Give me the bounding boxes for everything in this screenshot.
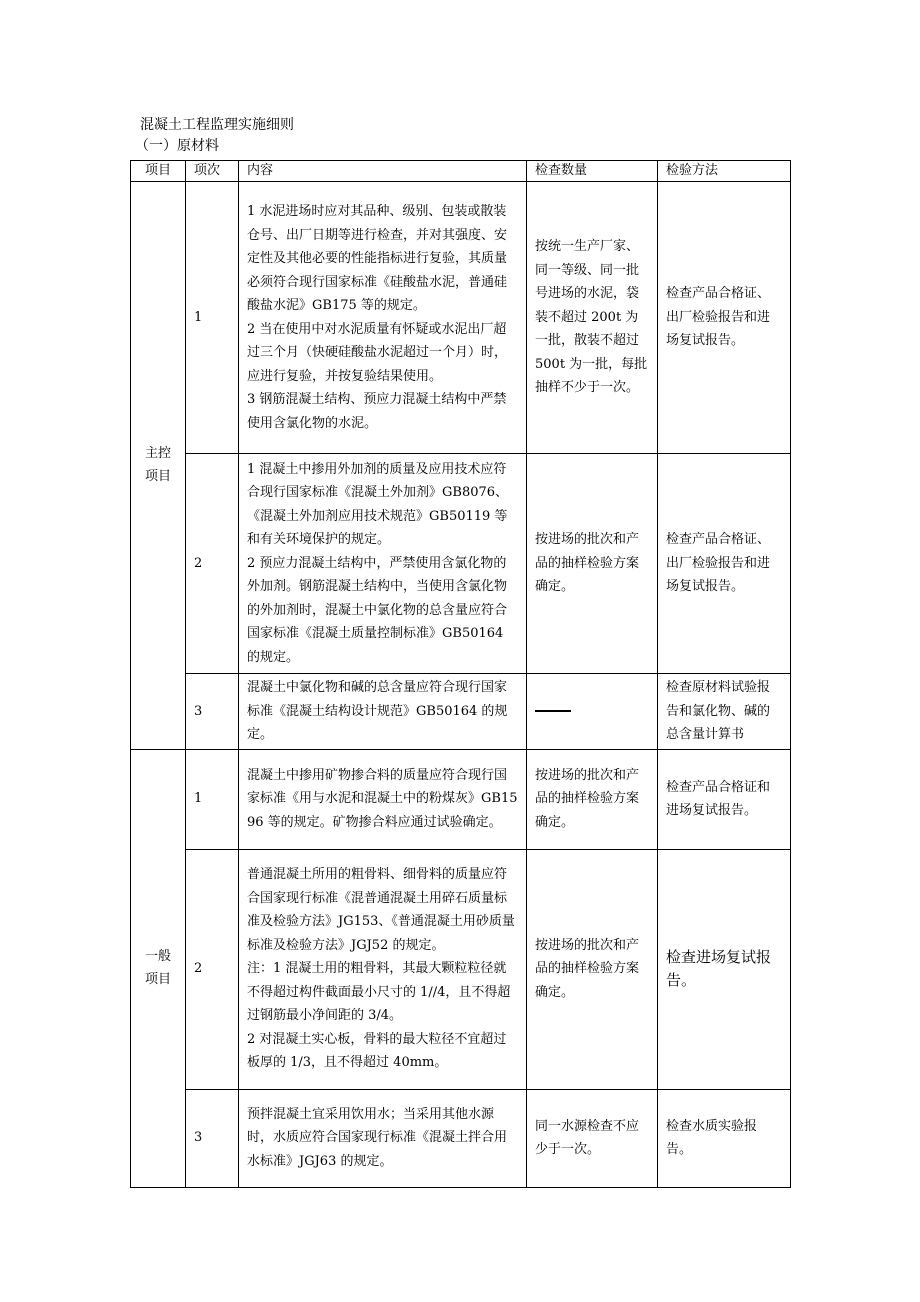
inspection-quantity: 按进场的批次和产品的抽样检验方案确定。 bbox=[527, 849, 658, 1089]
content-paragraph: 混凝土中掺用矿物掺合料的质量应符合现行国家标准《用与水泥和混凝土中的粉煤灰》GB1596 等的规定。矿物掺合料应通过试验确定。 bbox=[247, 767, 518, 830]
category-label-line: 项目 bbox=[144, 469, 171, 485]
inspection-method: 检查产品合格证、出厂检验报告和进场复试报告。 bbox=[658, 454, 791, 674]
content-paragraph: 1 水泥进场时应对其品种、级别、包装或散装仓号、出厂日期等进行检查，并对其强度、安定性及其他必要的性能指标进行复验，其质量必须符合现行国家标准《硅酸盐水泥，普通硅酸盐水泥》GB175 等的规定。 bbox=[247, 204, 508, 313]
table-row bbox=[131, 849, 791, 1089]
item-number: 1 bbox=[186, 182, 239, 454]
header-category: 项目 bbox=[131, 161, 186, 182]
inspection-quantity bbox=[527, 674, 658, 750]
content-paragraph: 混凝土中氯化物和碱的总含量应符合现行国家标准《混凝土结构设计规范》GB50164 的规定。 bbox=[247, 680, 508, 742]
inspection-quantity: 按统一生产厂家、同一等级、同一批号进场的水泥，袋装不超过 200t 为一批，散装不超过 500t 为一批，每批抽样不少于一次。 bbox=[527, 182, 658, 454]
item-content bbox=[239, 454, 527, 674]
item-number: 3 bbox=[186, 674, 239, 750]
table-header-row bbox=[131, 161, 791, 182]
table-row bbox=[131, 674, 791, 750]
category-general bbox=[131, 749, 186, 1187]
inspection-method: 检查原材料试验报告和氯化物、碱的总含量计算书 bbox=[658, 674, 791, 750]
header-inspection-method: 检验方法 bbox=[658, 161, 791, 182]
item-number: 3 bbox=[186, 1089, 239, 1187]
item-content bbox=[239, 1089, 527, 1187]
item-number: 2 bbox=[186, 849, 239, 1089]
inspection-method: 检查产品合格证和进场复试报告。 bbox=[658, 749, 791, 849]
category-label-line: 项目 bbox=[144, 972, 171, 987]
item-number: 2 bbox=[186, 454, 239, 674]
header-item-number: 项次 bbox=[186, 161, 239, 182]
content-paragraph: 3 钢筋混凝土结构、预应力混凝土结构中严禁使用含氯化物的水泥。 bbox=[247, 392, 507, 431]
header-inspection-quantity: 检查数量 bbox=[527, 161, 658, 182]
item-content bbox=[239, 749, 527, 849]
category-label-line: 一般 bbox=[144, 948, 171, 964]
dash-mark bbox=[535, 710, 571, 712]
category-main-control bbox=[131, 182, 186, 750]
table-row bbox=[131, 182, 791, 454]
inspection-method: 检查产品合格证、出厂检验报告和进场复试报告。 bbox=[658, 182, 791, 454]
item-content bbox=[239, 849, 527, 1089]
document-title: 混凝土工程监理实施细则 bbox=[140, 117, 294, 133]
content-paragraph: 注：1 混凝土用的粗骨料，其最大颗粒粒径就不得超过构件截面最小尺寸的 1//4，且不得超过钢筋最小净间距的 3/4。 bbox=[247, 961, 511, 1024]
item-content bbox=[239, 182, 527, 454]
content-paragraph: 1 混凝土中掺用外加剂的质量及应用技术应符合现行国家标准《混凝土外加剂》GB8076、《混凝土外加剂应用技术规范》GB50119 等和有关环境保护的规定。 bbox=[247, 461, 509, 548]
item-content bbox=[239, 674, 527, 750]
content-paragraph: 2 当在使用中对水泥质量有怀疑或水泥出厂超过三个月（快硬硅酸盐水泥超过一个月）时，应进行复验，并按复验结果使用。 bbox=[247, 321, 508, 384]
inspection-table bbox=[130, 160, 791, 1188]
inspection-quantity: 按进场的批次和产品的抽样检验方案确定。 bbox=[527, 454, 658, 674]
content-paragraph: 2 对混凝土实心板，骨料的最大粒径不宜超过板厚的 1/3，且不得超过 40mm。 bbox=[247, 1031, 507, 1071]
item-number: 1 bbox=[186, 749, 239, 849]
section-heading: （一）原材料 bbox=[135, 138, 219, 154]
table-row bbox=[131, 454, 791, 674]
content-paragraph: 2 预应力混凝土结构中，严禁使用含氯化物的外加剂。钢筋混凝土结构中，当使用含氯化物的外加剂时，混凝土中氯化物的总含量应符合国家标准《混凝土质量控制标准》GB50164 的规定。 bbox=[247, 555, 508, 665]
content-paragraph: 普通混凝土所用的粗骨料、细骨料的质量应符合国家现行标准《混普通混凝土用碎石质量标准及检验方法》JG153、《普通混凝土用砂质量标准及检验方法》JGJ52 的规定。 bbox=[247, 867, 515, 953]
inspection-method: 检查进场复试报告。 bbox=[658, 849, 791, 1089]
category-label-line: 主控 bbox=[144, 445, 171, 461]
inspection-quantity: 同一水源检查不应少于一次。 bbox=[527, 1089, 658, 1187]
content-paragraph: 预拌混凝土宜采用饮用水；当采用其他水源时，水质应符合国家现行标准《混凝土拌合用水标准》JGJ63 的规定。 bbox=[247, 1106, 508, 1169]
header-content: 内容 bbox=[239, 161, 527, 182]
inspection-quantity: 按进场的批次和产品的抽样检验方案确定。 bbox=[527, 749, 658, 849]
table-row bbox=[131, 749, 791, 849]
inspection-method: 检查水质实验报告。 bbox=[658, 1089, 791, 1187]
table-row bbox=[131, 1089, 791, 1187]
